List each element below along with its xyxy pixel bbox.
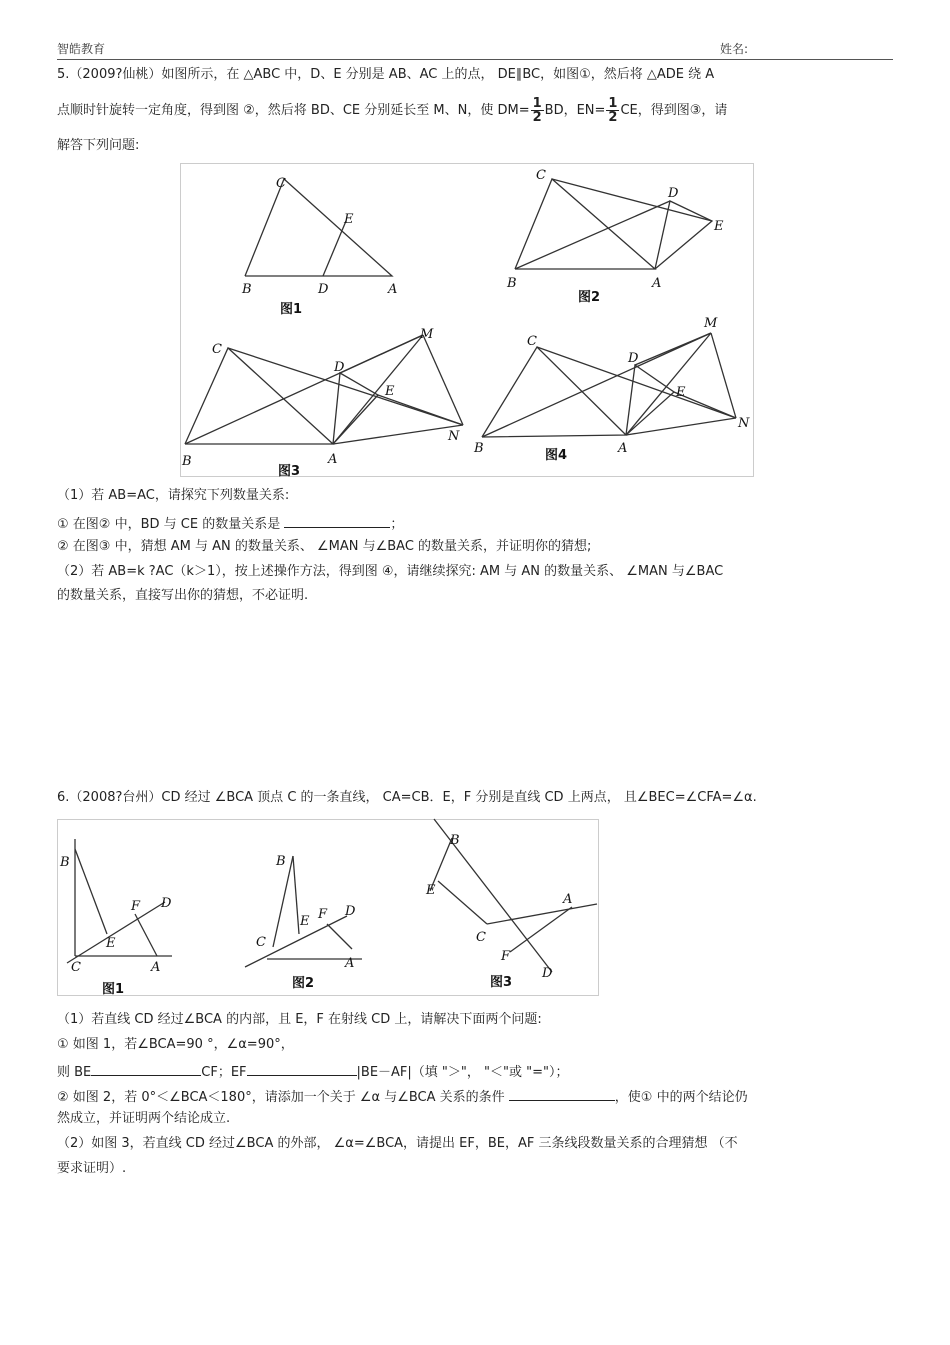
answer-blank-condition[interactable] bbox=[509, 1086, 615, 1101]
p5f2-label-e: E bbox=[714, 219, 724, 234]
fraction-half-1 bbox=[531, 97, 544, 124]
p6-q1: （1）若直线 CD 经过∠BCA 的内部，且 E，F 在射线 CD 上，请解决下面两个问题: bbox=[57, 1012, 542, 1027]
frac-den: 2 bbox=[532, 110, 542, 125]
p6f3-label-b: B bbox=[450, 833, 460, 848]
p6f1-label-d: D bbox=[161, 896, 172, 911]
p6f1-label-e: E bbox=[106, 936, 116, 951]
p5-fig2 bbox=[506, 168, 724, 305]
p5-q1b: ② 在图③ 中，猜想 AM 与 AN 的数量关系、 ∠MAN 与∠BAC 的数量关系，并证明你的猜想; bbox=[57, 539, 592, 554]
p5f3-label-e: E bbox=[385, 384, 395, 399]
p5-line2b: BD，EN= bbox=[544, 103, 606, 118]
fraction-half-2 bbox=[606, 97, 619, 124]
p5f3-label-m: M bbox=[420, 327, 434, 342]
p6-fig1 bbox=[59, 839, 172, 997]
p6-q2-line1: （2）如图 3，若直线 CD 经过∠BCA 的外部， ∠α=∠BCA，请提出 EF，BE，AF 三条线段数量关系的合理猜想 （不 bbox=[57, 1136, 738, 1151]
header-divider bbox=[57, 59, 893, 60]
p5f1-label-a: A bbox=[388, 282, 398, 297]
p5-fig4 bbox=[473, 316, 750, 463]
answer-blank-be-cf[interactable] bbox=[91, 1061, 201, 1076]
p5f3-label-a: A bbox=[328, 452, 338, 467]
answer-blank-bd-ce[interactable] bbox=[284, 513, 390, 528]
p6-q1b-pre: ② 如图 2，若 0°＜∠BCA＜180°，请添加一个关于 ∠α 与∠BCA 关系的条件 bbox=[57, 1090, 509, 1105]
p5f4-label-b: B bbox=[474, 441, 484, 456]
p6-q2-line2: 要求证明）. bbox=[57, 1161, 127, 1176]
p6-fig2 bbox=[245, 854, 362, 991]
p5f4-label-e: E bbox=[676, 385, 686, 400]
p5-fig3 bbox=[181, 327, 463, 479]
p6f2-label-e: E bbox=[300, 914, 310, 929]
p5-fig1 bbox=[241, 176, 397, 317]
frac-den: 2 bbox=[608, 110, 618, 125]
header-brand: 智皓教育 bbox=[57, 42, 106, 56]
p6-q1a2-mid1: CF；EF bbox=[201, 1065, 247, 1080]
p6-fig3 bbox=[425, 819, 597, 990]
p6f1-label-b: B bbox=[60, 855, 70, 870]
p5-q2-line2: 的数量关系，直接写出你的猜想，不必证明. bbox=[57, 588, 309, 603]
p6f1-label-a: A bbox=[151, 960, 161, 975]
p6f3-label-f: F bbox=[501, 949, 511, 964]
p5f1-label-b: B bbox=[242, 282, 252, 297]
p6f3-label-a: A bbox=[563, 892, 573, 907]
p6f3-label-e: E bbox=[426, 883, 436, 898]
p6f1-caption: 图1 bbox=[102, 982, 125, 997]
p6-q1a2-mid2: |BE－AF|（填 "＞"， "＜"或 "="）； bbox=[356, 1065, 569, 1080]
p6f3-label-d: D bbox=[542, 966, 553, 981]
p6-line1: 6.（2008?台州）CD 经过 ∠BCA 顶点 C 的一条直线， CA=CB．E，F 分别是直线 CD 上两点， 且∠BEC=∠CFA=∠α. bbox=[57, 790, 757, 805]
p6f2-label-a: A bbox=[345, 956, 355, 971]
p6f3-label-c: C bbox=[476, 930, 486, 945]
p5f4-label-d: D bbox=[628, 351, 639, 366]
p5-line2 bbox=[57, 97, 727, 124]
p5-line1: 5.（2009?仙桃）如图所示，在 △ABC 中，D、E 分别是 AB、AC 上的点， DE∥BC，如图①，然后将 △ADE 绕 A bbox=[57, 67, 715, 82]
p5f2-caption: 图2 bbox=[578, 290, 601, 305]
header-name-label: 姓名: bbox=[720, 42, 749, 56]
p5f3-label-c: C bbox=[212, 342, 222, 357]
p6f2-label-d: D bbox=[345, 904, 356, 919]
p5f2-label-d: D bbox=[668, 186, 679, 201]
p6f2-label-f: F bbox=[318, 907, 328, 922]
p6-q1a2 bbox=[57, 1061, 568, 1082]
p5-q1: （1）若 AB=AC，请探究下列数量关系: bbox=[57, 488, 290, 503]
p5-q1a bbox=[57, 513, 403, 534]
p6f1-label-f: F bbox=[131, 899, 141, 914]
p6-figure bbox=[57, 819, 599, 997]
p5f1-label-c: C bbox=[276, 176, 286, 191]
p5f4-label-c: C bbox=[527, 334, 537, 349]
p5f3-label-b: B bbox=[182, 454, 192, 469]
p5f3-label-d: D bbox=[334, 360, 345, 375]
p5f3-label-n: N bbox=[448, 429, 460, 444]
p5f4-caption: 图4 bbox=[545, 448, 568, 463]
p6f2-label-b: B bbox=[276, 854, 286, 869]
p6-q1b-post: ，使① 中的两个结论仍 bbox=[614, 1090, 748, 1105]
p6-q1a2-pre: 则 BE bbox=[57, 1065, 92, 1080]
p5-q1a-text: ① 在图② 中，BD 与 CE 的数量关系是 bbox=[57, 517, 285, 532]
p5f2-label-c: C bbox=[536, 168, 546, 183]
p6-q1a: ① 如图 1，若∠BCA=90 °，∠α=90°， bbox=[57, 1037, 294, 1052]
p5-figure bbox=[180, 163, 754, 477]
p5f1-caption: 图1 bbox=[280, 302, 303, 317]
p6f2-label-c: C bbox=[256, 935, 266, 950]
p5f4-label-a: A bbox=[618, 441, 628, 456]
p5f4-label-n: N bbox=[738, 416, 750, 431]
p6f3-caption: 图3 bbox=[490, 975, 513, 990]
p5-line2a: 点顺时针旋转一定角度，得到图 ②，然后将 BD、CE 分别延长至 M、N，使 DM= bbox=[57, 103, 530, 118]
p5-q1a-end: ； bbox=[390, 517, 404, 532]
answer-blank-ef[interactable] bbox=[247, 1061, 357, 1076]
p5f2-label-a: A bbox=[652, 276, 662, 291]
p6f1-label-c: C bbox=[71, 960, 81, 975]
p5f1-label-d: D bbox=[318, 282, 329, 297]
p6f2-caption: 图2 bbox=[292, 976, 315, 991]
frac-num: 1 bbox=[608, 96, 618, 111]
p5f2-label-b: B bbox=[507, 276, 517, 291]
p5-line3: 解答下列问题: bbox=[57, 138, 140, 153]
p6-q1b-line2: 然成立，并证明两个结论成立. bbox=[57, 1111, 231, 1126]
p5f3-caption: 图3 bbox=[278, 464, 301, 479]
p5f1-label-e: E bbox=[344, 212, 354, 227]
p5-line2c: CE，得到图③，请 bbox=[620, 103, 728, 118]
p6-q1b bbox=[57, 1086, 748, 1107]
p5-q2-line1: （2）若 AB=k ?AC（k＞1），按上述操作方法，得到图 ④，请继续探究: AM 与 AN 的数量关系、 ∠MAN 与∠BAC bbox=[57, 564, 724, 579]
p5f4-label-m: M bbox=[704, 316, 718, 331]
frac-num: 1 bbox=[532, 96, 542, 111]
